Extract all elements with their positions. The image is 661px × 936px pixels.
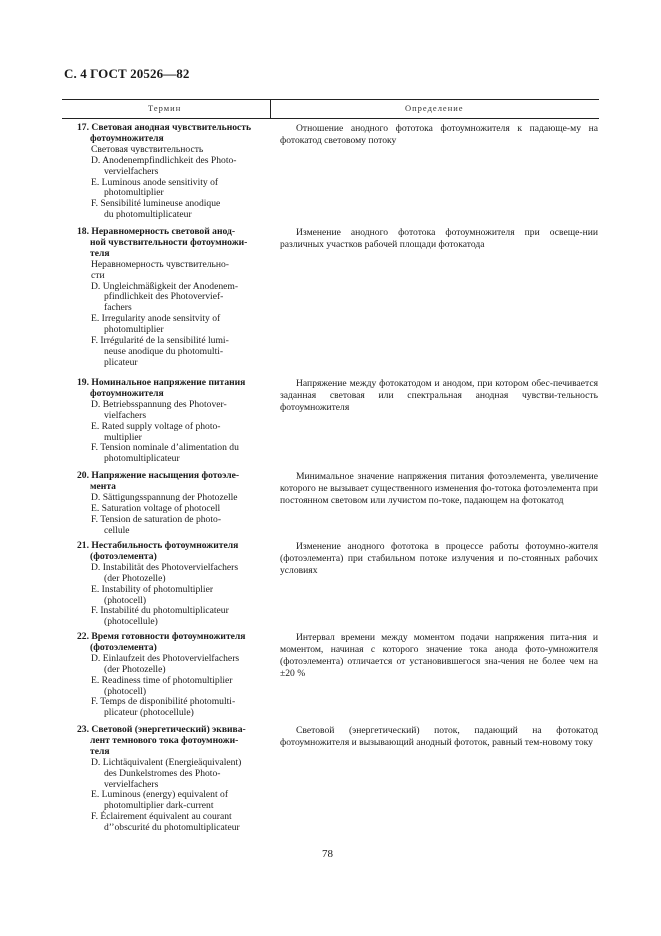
term-title-continued: мента [90, 480, 116, 492]
term-variant-line: E. Luminous anode sensitivity of [91, 176, 219, 188]
page-number: 78 [322, 848, 333, 860]
term-number: 17. [77, 122, 89, 133]
term-title-continued: лент темнового тока фотоумножи- [90, 734, 239, 746]
term-title-continued: ной чувствительности фотоумножи- [90, 236, 248, 248]
term-variant-line: D. Lichtäquivalent (Energieäquivalent) [91, 756, 242, 768]
term-variant-line: (photocell) [104, 685, 147, 697]
term-cell [77, 378, 262, 465]
term-variant-line: (photocell) [104, 594, 147, 606]
definition-text: Интервал времени между моментом подачи напряжения пита-ния и моментом, начиная с которого значение тока анода фото-умножителя (фотоэлемента) отличается от установившегося зна-чения не более чем на ±20 % [280, 632, 598, 679]
term-variant-line: E. Luminous (energy) equivalent of [91, 789, 229, 801]
term-title-continued: фотоумножителя [90, 132, 164, 144]
term-variant-line: F. Irrégularité de la sensibilité lumi- [91, 335, 229, 347]
term-title-text: Неравномерность световой анод- [91, 226, 236, 237]
term-title-text: Напряжение насыщения фотоэле- [91, 470, 240, 481]
term-number: 23. [77, 724, 89, 735]
term-variant-line: E. Rated supply voltage of photo- [91, 420, 221, 432]
term-number: 18. [77, 226, 89, 237]
definition-text: Напряжение между фотокатодом и анодом, при котором обес-печивается заданная световая или спектральная анодная чувстви-тельность фотоумножителя [280, 378, 598, 413]
term-variant-line: F. Tension nominale d’alimentation du [91, 442, 239, 454]
term-variant-line: vielfachers [104, 409, 147, 421]
column-divider [270, 99, 271, 119]
term-cell [77, 227, 262, 369]
term-variant-line: d’’obscurité du photomultiplicateur [104, 822, 240, 834]
term-variant-line: plicateur (photocellule) [104, 707, 194, 719]
term-variant-line: E. Instability of photomultiplier [91, 583, 214, 595]
term-title-text: Номинальное напряжение питания [91, 377, 246, 388]
term-variant-line: D. Anodenempfindlichkeit des Photo- [91, 154, 237, 166]
term-number: 19. [77, 377, 89, 388]
term-variant-line: photomultiplier [104, 324, 164, 336]
definition-text: Изменение анодного фототока в процессе работы фотоумно-жителя (фотоэлемента) при стабильном потоке излучения и по-стоянных рабочих условиях [280, 541, 598, 576]
term-variant-line: E. Saturation voltage of photocell [91, 502, 221, 514]
definition-cell [280, 541, 598, 577]
term-cell [77, 725, 262, 834]
term-variant-line: D. Sättigungsspannung der Photozelle [91, 491, 238, 503]
term-variant-line: D. Instabilität des Photovervielfachers [91, 561, 239, 573]
definition-cell [280, 227, 598, 251]
term-variant-line: E. Readiness time of photomultiplier [91, 674, 233, 686]
table-top-rule [62, 99, 599, 100]
term-cell [77, 541, 262, 628]
definition-text: Изменение анодного фототока фотоумножителя при освеще-нии различных участков рабочей площади фотокатода [280, 227, 598, 250]
definition-cell [280, 378, 598, 414]
term-number: 20. [77, 470, 89, 481]
term-variant-line: D. Einlaufzeit des Photovervielfachers [91, 652, 240, 664]
term-variant-line: photomultiplier dark-current [104, 800, 214, 812]
term-variant-line: F. Temps de disponibilité photomulti- [91, 696, 236, 708]
term-variant-line: F. Éclairement équivalent au courant [91, 811, 232, 823]
term-title-text: Время готовности фотоумножителя [91, 631, 246, 642]
term-variant-line: D. Betriebsspannung des Photover- [91, 398, 227, 410]
term-variant-line: E. Irregularity anode sensitvity of [91, 313, 221, 325]
term-variant-line: D. Ungleichmäßigkeit der Anodenem- [91, 280, 239, 292]
term-cell [77, 471, 262, 536]
term-cell [77, 123, 262, 221]
term-variant-line: vervielfachers [104, 778, 159, 790]
term-title-continued: фотоумножителя [90, 387, 164, 399]
term-title-continued: (фотоэлемента) [90, 550, 157, 562]
term-title-continued: (фотоэлемента) [90, 641, 157, 653]
term-variant-line: F. Sensibilité lumineuse anodique [91, 198, 221, 210]
term-variant-line: du photomultiplicateur [104, 209, 192, 221]
term-variant-line: des Dunkelstromes des Photo- [104, 767, 221, 779]
term-title-text: Световая анодная чувствительность [91, 122, 252, 133]
term-variant-line: сти [91, 269, 105, 281]
definition-text: Отношение анодного фототока фотоумножителя к падающе-му на фотокатод световому потоку [280, 123, 598, 146]
term-variant-line: (der Photozelle) [104, 663, 166, 675]
term-title-continued: теля [90, 745, 110, 757]
term-variant-line: photomultiplier [104, 187, 164, 199]
page-header: С. 4 ГОСТ 20526—82 [64, 66, 190, 81]
definition-cell [280, 123, 598, 147]
term-variant-line: pfindlichkeit des Photovervief- [104, 291, 224, 303]
term-variant-line: Неравномерность чувствительно- [91, 258, 229, 270]
term-variant-line: F. Instabilité du photomultiplicateur [91, 605, 229, 617]
term-title-text: Световой (энергетический) эквива- [91, 724, 246, 735]
term-variant-line: fachers [104, 302, 132, 314]
term-title-continued: теля [90, 247, 110, 259]
term-variant-line: F. Tension de saturation de photo- [91, 513, 222, 525]
definition-text: Минимальное значение напряжения питания фотоэлемента, увеличение которого не вызывает существенного изменения фо-тотока фотоэлемента при постоянном световом или лучистом по-токе, падающем на фотокатод [280, 471, 598, 506]
definition-text: Световой (энергетический) поток, падающий на фотокатод фотоумножителя и вызывающий анодный фототок, равный тем-новому току [280, 725, 598, 748]
term-variant-line: plicateur [104, 356, 138, 368]
definition-cell [280, 632, 598, 680]
term-variant-line: (photocellule) [104, 616, 158, 628]
term-variant-line: neuse anodique du photomulti- [104, 345, 224, 357]
term-cell [77, 632, 262, 719]
term-variant-line: Световая чувствительность [91, 143, 204, 155]
term-variant-line: (der Photozelle) [104, 572, 166, 584]
column-header-term: Термин [148, 103, 182, 113]
table-header-rule [62, 118, 599, 119]
term-number: 21. [77, 540, 89, 551]
term-variant-line: multiplier [104, 431, 142, 443]
term-variant-line: vervielfachers [104, 165, 159, 177]
term-title-text: Нестабильность фотоумножителя [91, 540, 239, 551]
column-header-definition: Определение [405, 103, 464, 113]
term-variant-line: cellule [104, 524, 130, 536]
definition-cell [280, 725, 598, 749]
definition-cell [280, 471, 598, 507]
term-number: 22. [77, 631, 89, 642]
term-variant-line: photomultiplicateur [104, 453, 180, 465]
